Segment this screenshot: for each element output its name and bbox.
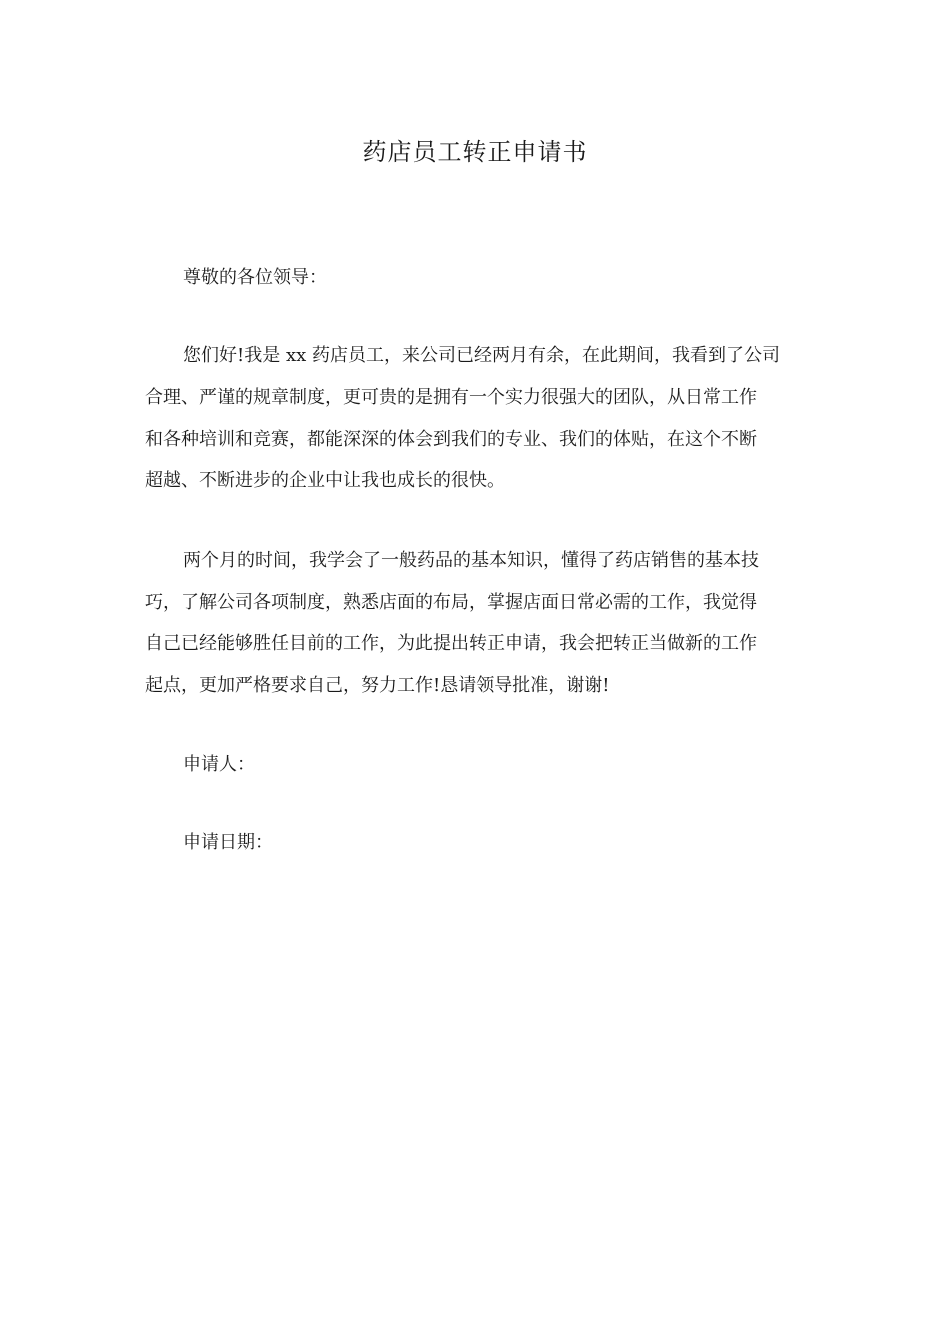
- document-title: 药店员工转正申请书: [362, 138, 588, 166]
- paragraph1-line4: 超越、不断进步的企业中让我也成长的很快。: [145, 470, 505, 491]
- date-label: 申请日期：: [183, 832, 273, 853]
- salutation: 尊敬的各位领导：: [183, 267, 327, 288]
- paragraph1-line2: 合理、严谨的规章制度，更可贵的是拥有一个实力很强大的团队，从日常工作: [145, 387, 757, 408]
- paragraph1-line3: 和各种培训和竞赛，都能深深的体会到我们的专业、我们的体贴，在这个不断: [145, 429, 757, 450]
- paragraph2-line3: 自己已经能够胜任目前的工作，为此提出转正申请，我会把转正当做新的工作: [145, 633, 757, 654]
- paragraph2-line1: 两个月的时间，我学会了一般药品的基本知识，懂得了药店销售的基本技: [183, 550, 759, 571]
- paragraph2-line4: 起点，更加严格要求自己，努力工作!恳请领导批准，谢谢!: [145, 675, 610, 696]
- applicant-label: 申请人：: [183, 754, 255, 775]
- paragraph2-line2: 巧，了解公司各项制度，熟悉店面的布局，掌握店面日常必需的工作，我觉得: [145, 592, 757, 613]
- paragraph1-line1: 您们好!我是 xx 药店员工，来公司已经两月有余，在此期间，我看到了公司: [183, 345, 780, 366]
